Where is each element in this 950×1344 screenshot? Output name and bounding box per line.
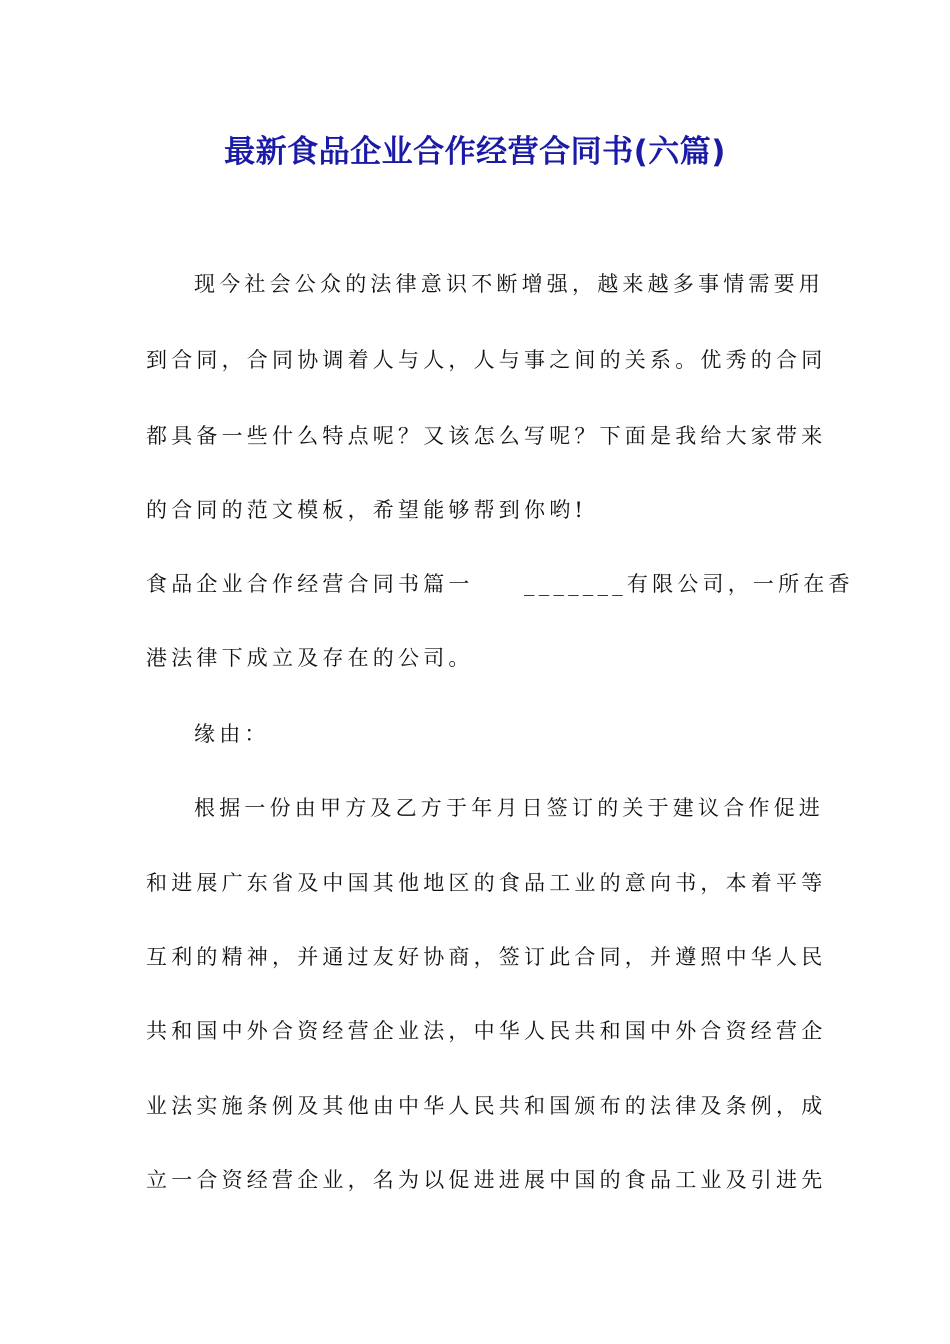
paragraph-line: 到合同，合同协调着人与人，人与事之间的关系。优秀的合同 [146,348,827,372]
paragraph-line: 食品企业合作经营合同书篇一 _______有限公司，一所在香 [146,572,854,596]
paragraph-line: 缘由： [194,722,270,746]
paragraph-line: 共和国中外合资经营企业法，中华人民共和国中外合资经营企 [146,1019,827,1043]
paragraph-line: 根据一份由甲方及乙方于年月日签订的关于建议合作促进 [194,796,824,820]
paragraph-line: 港法律下成立及存在的公司。 [146,646,474,670]
paragraph-line: 都具备一些什么特点呢？又该怎么写呢？下面是我给大家带来 [146,424,827,448]
paragraph-line: 业法实施条例及其他由中华人民共和国颁布的法律及条例，成 [146,1094,827,1118]
paragraph-line: 和进展广东省及中国其他地区的食品工业的意向书，本着平等 [146,871,827,895]
paragraph-line: 现今社会公众的法律意识不断增强，越来越多事情需要用 [194,272,824,296]
document-title: 最新食品企业合作经营合同书(六篇) [224,134,726,170]
paragraph-line: 的合同的范文模板，希望能够帮到你哟! [146,498,588,522]
paragraph-line: 互利的精神，并通过友好协商，签订此合同，并遵照中华人民 [146,945,827,969]
paragraph-line: 立一合资经营企业，名为以促进进展中国的食品工业及引进先 [146,1168,827,1192]
